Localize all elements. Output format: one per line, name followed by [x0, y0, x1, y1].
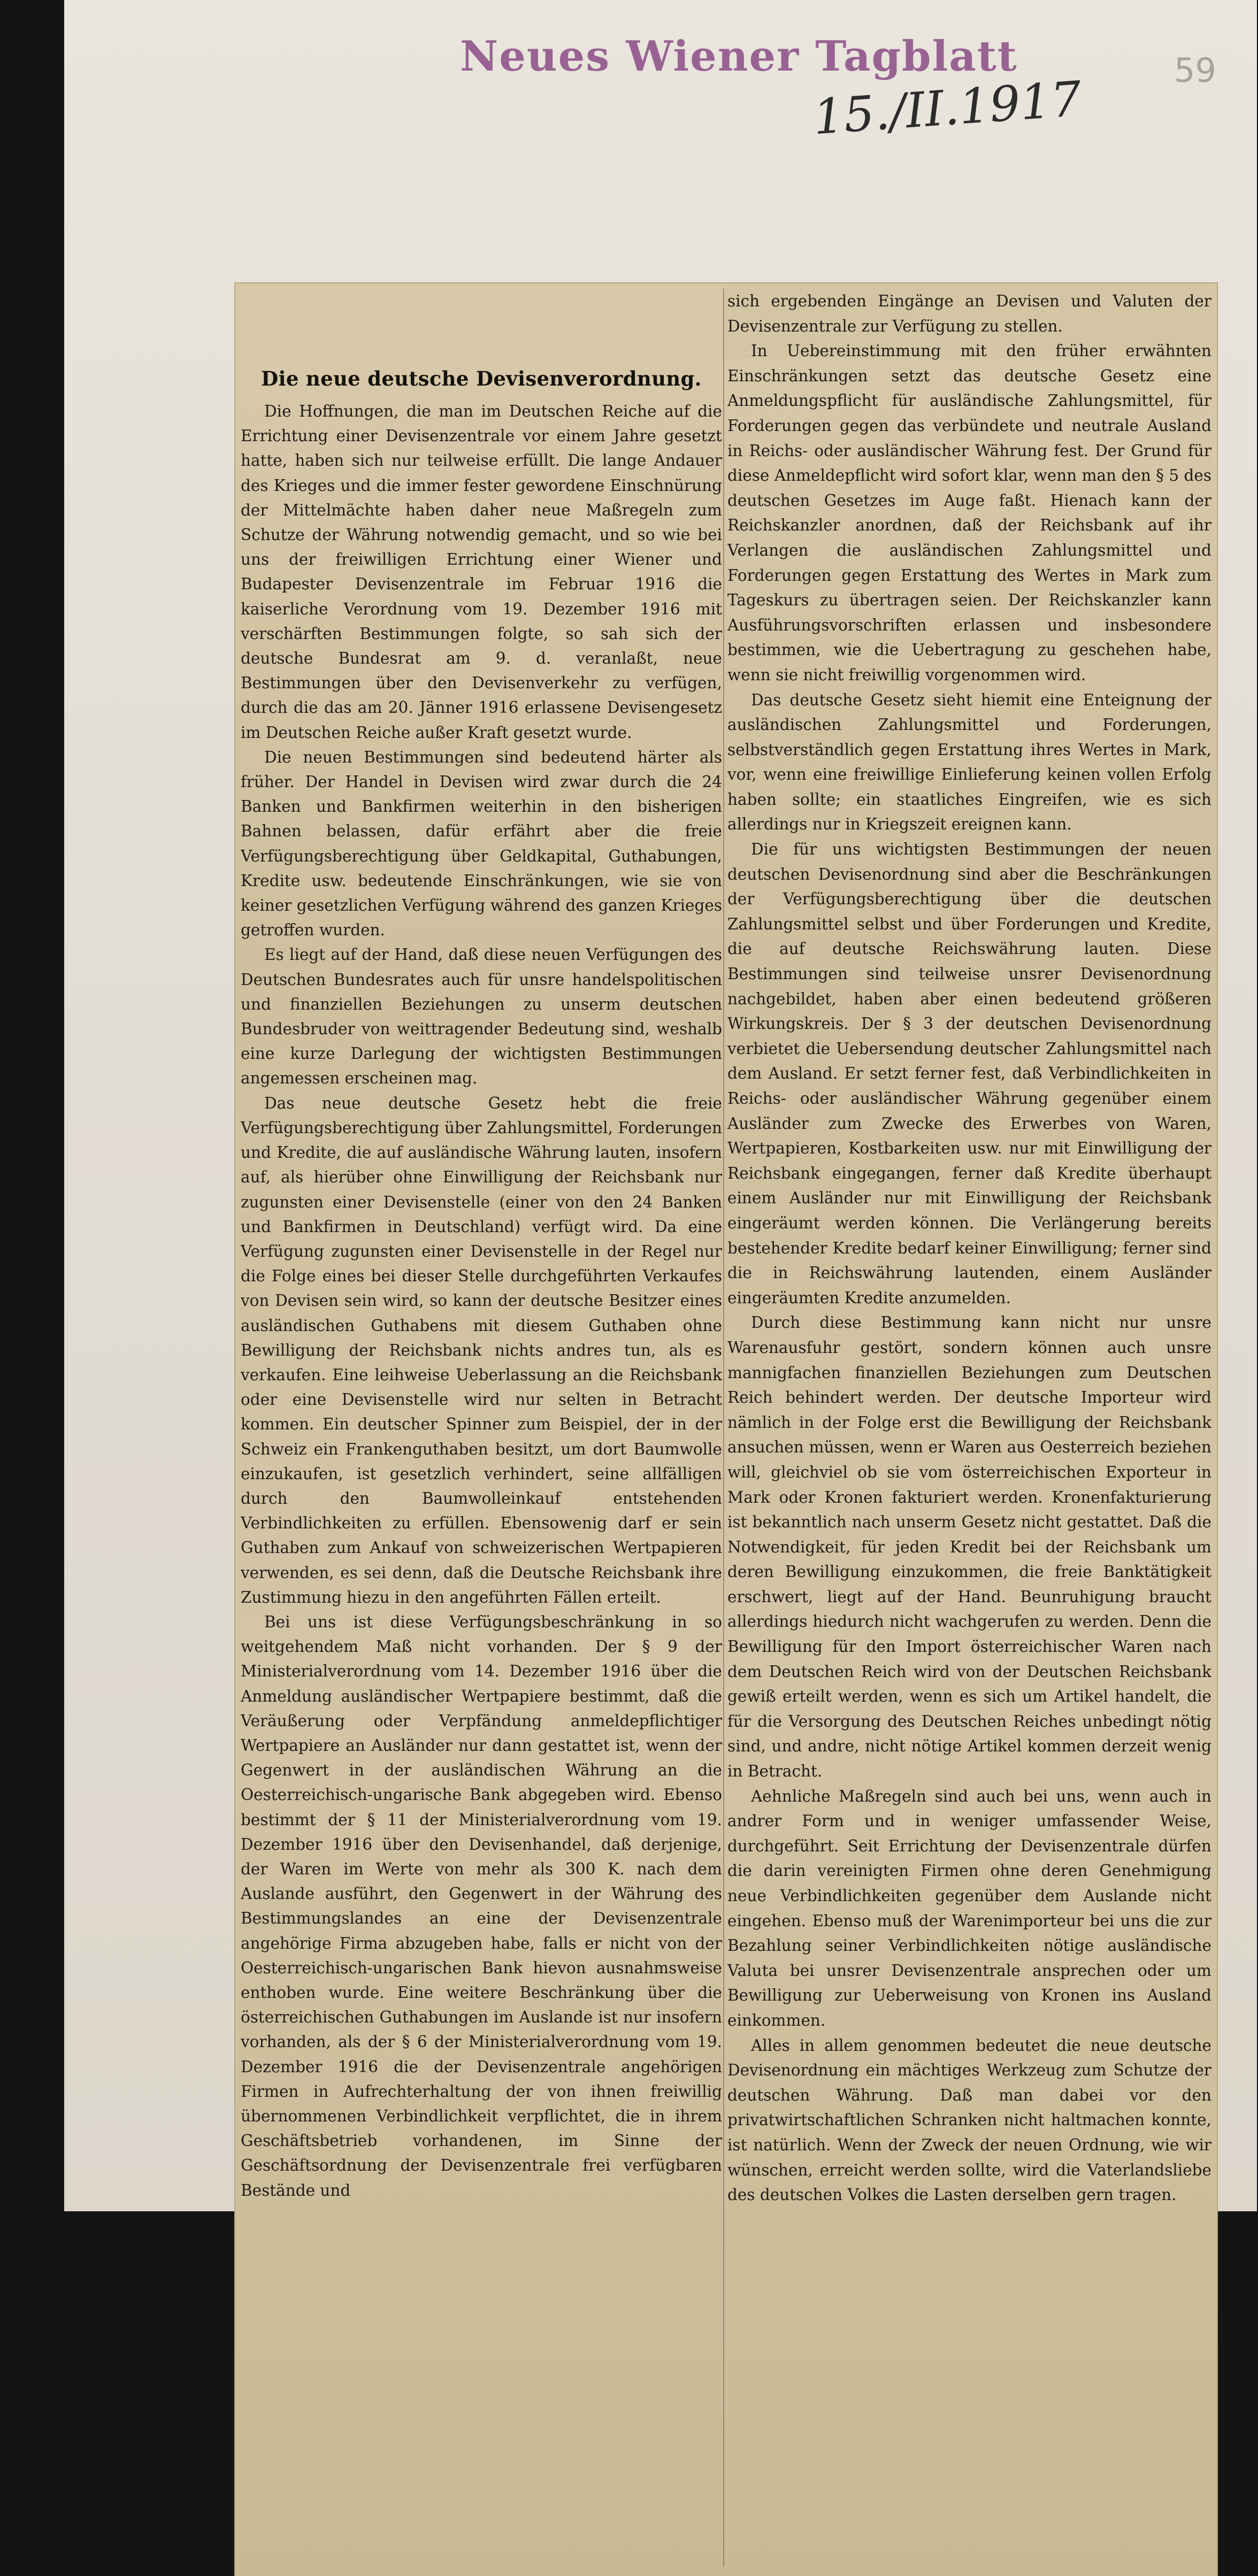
article-paragraph: Es liegt auf der Hand, daß diese neuen Verfügungen des Deutschen Bundesrates auch für unsre handelspolitischen und finanziellen Beziehungen zu unserm deutschen Bundesbruder von weittragender Bedeutung sind, weshalb eine kurze Darlegung der wichtigsten Bestimmungen angemessen erscheinen mag. [241, 945, 722, 1088]
column-divider [723, 289, 724, 2567]
article-paragraph: Die Hoffnungen, die man im Deutschen Reiche auf die Errichtung einer Devisenzentrale vor einem Jahre gesetzt hatte, haben sich nur teilweise erfüllt. Die lange Andauer des Krieges und die immer fester gewordene Einschnürung der Mittelmächte haben daher neue Maßregeln zum Schutze der Währung notwendig gemacht, und so wie bei uns der freiwilligen Errichtung einer Wiener und Budapester Devisenzentrale im Februar 1916 die kaiserliche Verordnung vom 19. Dezember 1916 mit verschärften Bestimmungen folgte, so sah sich der deutsche Bundesrat am 9. d. veranlaßt, neue Bestimmungen über den Devisenverkehr zu verfügen, durch die das am 20. Jänner 1916 erlassene Devisengesetz im Deutschen Reiche außer Kraft gesetzt wurde. [241, 402, 722, 742]
article-column-left [241, 364, 722, 2567]
article-paragraph: sich ergebenden Eingänge an Devisen und Valuten der Devisenzentrale zur Verfügung zu stellen. [727, 292, 1211, 335]
article-paragraph: In Uebereinstimmung mit den früher erwähnten Einschränkungen setzt das deutsche Gesetz eine Anmeldungspflicht für ausländische Zahlungsmittel, für Forderungen gegen das verbündete und neutrale Ausland in Reichs- oder ausländischer Währung fest. Der Grund für diese Anmeldepflicht wird sofort klar, wenn man den § 5 des deutschen Gesetzes im Auge faßt. Hienach kann der Reichskanzler anordnen, daß der Reichsbank auf ihr Verlangen die ausländischen Zahlungsmittel und Forderungen gegen Erstattung des Wertes in Mark zum Tageskurs zu übertragen seien. Der Reichskanzler kann Ausführungsvorschriften erlassen und insbesondere bestimmen, wie die Uebertragung zu geschehen habe, wenn sie nicht freiwillig vorgenommen wird. [727, 342, 1211, 684]
article-paragraph: Die neuen Bestimmungen sind bedeutend härter als früher. Der Handel in Devisen wird zwar durch die 24 Banken und Bankfirmen weiterhin in den bisherigen Bahnen belassen, dafür erfährt aber die freie Verfügungsberechtigung über Geldkapital, Guthabungen, Kredite usw. bedeutende Einschränkungen, wie sie von keiner gesetzlichen Verfügung während des ganzen Krieges getroffen wurden. [241, 748, 722, 940]
handwritten-date: 15./II.1917 [811, 71, 1084, 146]
article-paragraph: Das deutsche Gesetz sieht hiemit eine Enteignung der ausländischen Zahlungsmittel und Forderungen, selbstverständlich gegen Erstattung ihres Wertes in Mark, vor, wenn eine freiwillige Einlieferung keinen vollen Erfolg haben sollte; ein staatliches Eingreifen, wie es sich allerdings nur in Kriegszeit ereignen kann. [727, 690, 1211, 834]
article-paragraph: Alles in allem genommen bedeutet die neue deutsche Devisenordnung ein mächtiges Werkzeug zum Schutze der deutschen Währung. Daß man dabei vor den privatwirtschaftlichen Schranken nicht haltmachen konnte, ist natürlich. Wenn der Zweck der neuen Ordnung, wie wir wünschen, erreicht werden sollte, wird die Vaterlandsliebe des deutschen Volkes die Lasten derselben gern tragen. [727, 2036, 1211, 2204]
article-paragraph: Durch diese Bestimmung kann nicht nur unsre Warenausfuhr gestört, sondern können auch unsre mannigfachen finanziellen Beziehungen zum Deutschen Reich behindert werden. Der deutsche Importeur wird nämlich in der Folge erst die Bewilligung der Reichsbank ansuchen müssen, wenn er Waren aus Oesterreich beziehen will, gleichviel ob sie vom österreichischen Exporteur in Mark oder Kronen fakturiert werden. Kronenfakturierung ist bekanntlich nach unserm Gesetz nicht gestattet. Daß die Notwendigkeit, für jeden Kredit bei der Reichsbank um deren Bewilligung einzukommen, die freie Banktätigkeit erschwert, liegt auf der Hand. Beunruhigung braucht allerdings hiedurch nicht wachgerufen zu werden. Denn die Bewilligung für den Import österreichischer Waren nach dem Deutschen Reich wird von der Deutschen Reichsbank gewiß erteilt werden, wenn es sich um Artikel handelt, die für die Versorgung des Deutschen Reiches unbedingt nötig sind, und andre, nicht nötige Artikel kommen derzeit wenig in Betracht. [727, 1313, 1211, 1781]
newspaper-stamp: Neues Wiener Tagblatt [460, 32, 1018, 81]
page-number: 59 [1174, 51, 1216, 90]
article-paragraph: Aehnliche Maßregeln sind auch bei uns, wenn auch in andrer Form und in weniger umfassender Weise, durchgeführt. Seit Errichtung der Devisenzentrale dürfen die darin vereinigten Firmen ohne deren Genehmigung neue Verbindlichkeiten gegenüber dem Auslande nicht eingehen. Ebenso muß der Warenimporteur bei uns die zur Bezahlung seiner Verbindlichkeiten nötige ausländische Valuta bei unsrer Devisenzentrale ansprechen oder um Bewilligung zur Ueberweisung von Kronen ins Ausland einkommen. [727, 1787, 1211, 2029]
article-column-right [727, 289, 1211, 2567]
article-paragraph: Die für uns wichtigsten Bestimmungen der neuen deutschen Devisenordnung sind aber die Beschränkungen der Verfügungsberechtigung über die deutschen Zahlungsmittel selbst und über Forderungen und Kredite, die auf deutsche Reichswährung lauten. Diese Bestimmungen sind teilweise unsrer Devisenordnung nachgebildet, haben aber einen bedeutend größeren Wirkungskreis. Der § 3 der deutschen Devisenordnung verbietet die Uebersendung deutscher Zahlungsmittel nach dem Ausland. Er setzt ferner fest, daß Verbindlichkeiten in Reichs- oder ausländischer Währung gegenüber einem Ausländer zum Zwecke des Erwerbes von Waren, Wertpapieren, Kostbarkeiten usw. nur mit Einwilligung der Reichsbank eingegangen, ferner daß Kredite überhaupt einem Ausländer nur mit Einwilligung der Reichsbank eingeräumt werden können. Die Verlängerung bereits bestehender Kredite bedarf keiner Einwilligung; ferner sind die in Reichswährung lautenden, einem Ausländer eingeräumten Kredite anzumelden. [727, 840, 1211, 1307]
article-paragraph: Bei uns ist diese Verfügungsbeschränkung in so weitgehendem Maß nicht vorhanden. Der § 9 der Ministerialverordnung vom 14. Dezember 1916 über die Anmeldung ausländischer Wertpapiere bestimmt, daß die Veräußerung oder Verpfändung anmeldepflichtiger Wertpapiere an Ausländer nur dann gestattet ist, wenn der Gegenwert in der ausländischen Währung an die Oesterreichisch-ungarische Bank abgegeben wird. Ebenso bestimmt der § 11 der Ministerialverordnung vom 19. Dezember 1916 über den Devisenhandel, daß derjenige, der Waren im Werte von mehr als 300 K. nach dem Auslande ausführt, den Gegenwert in der Währung des Bestimmungslandes an eine der Devisenzentrale angehörige Firma abzugeben habe, falls er nicht von der Oesterreichisch-ungarischen Bank hievon ausnahmsweise enthoben wurde. Eine weitere Beschränkung über die österreichischen Guthabungen im Auslande ist nur insofern vorhanden, als der § 6 der Ministerialverordnung vom 19. Dezember 1916 die der Devisenzentrale angehörigen Firmen in Aufrechterhaltung der von ihnen freiwillig übernommenen Verbindlichkeit verpflichtet, die in ihrem Geschäftsbetrieb vorhandenen, im Sinne der Geschäftsordnung der Devisenzentrale frei verfügbaren Bestände und [241, 1612, 722, 2200]
article-paragraph: Das neue deutsche Gesetz hebt die freie Verfügungsberechtigung über Zahlungsmittel, Forderungen und Kredite, die auf ausländische Währung lauten, insofern auf, als hierüber ohne Einwilligung der Reichsbank nur zugunsten einer Devisenstelle (einer von den 24 Banken und Bankfirmen in Deutschland) verfügt wird. Da eine Verfügung zugunsten einer Devisenstelle in der Regel nur die Folge eines bei dieser Stelle durchgeführten Verkaufes von Devisen sein wird, so kann der deutsche Besitzer eines ausländischen Guthabens mit diesem Guthaben ohne Bewilligung der Reichsbank nichts andres tun, als es verkaufen. Eine leihweise Ueberlassung an die Reichsbank oder eine Devisenstelle wird nur selten in Betracht kommen. Ein deutscher Spinner zum Beispiel, der in der Schweiz ein Frankenguthaben besitzt, um dort Baumwolle einzukaufen, ist gesetzlich verhindert, seine allfälligen durch den Baumwolleinkauf entstehenden Verbindlichkeiten zu erfüllen. Ebensowenig darf er sein Guthaben zum Ankauf von schweizerischen Wertpapieren verwenden, es sei denn, daß die Deutsche Reichsbank ihre Zustimmung hiezu in den angeführten Fällen erteilt. [241, 1094, 722, 1606]
article-headline: Die neue deutsche Devisenverordnung. [261, 367, 702, 390]
